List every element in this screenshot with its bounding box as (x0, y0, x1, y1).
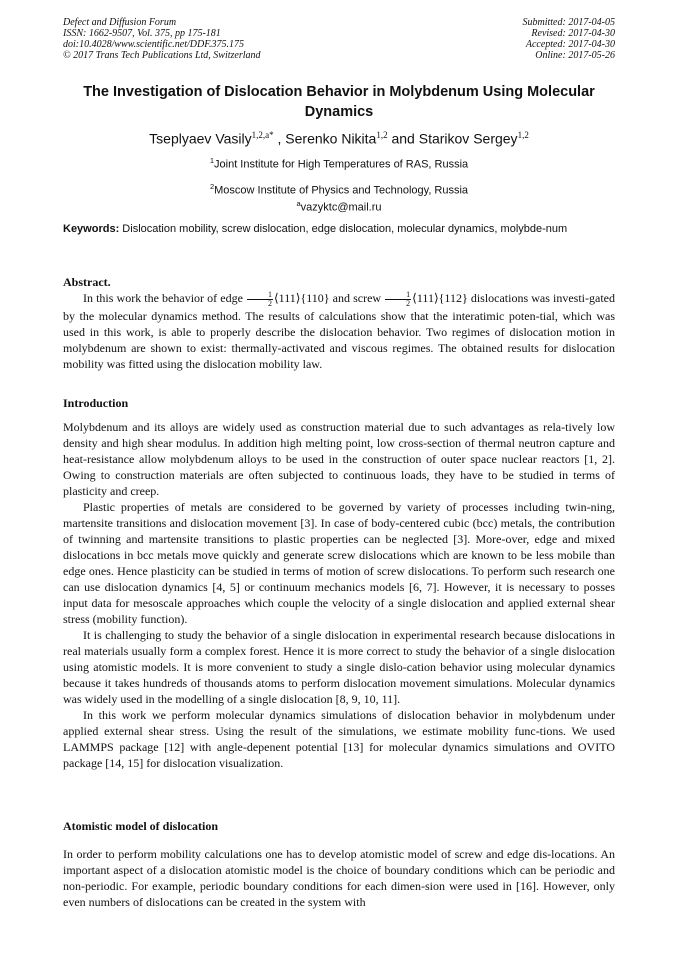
article-dates (523, 17, 616, 61)
abstract-heading: Abstract. (63, 275, 111, 289)
paragraph: In this work we perform molecular dynamics simulations of dislocation behavior in molybdenum under applied external shear stress. Using the result of the simulations, we estimate mobility func-tions. We used LAMMPS package [12] with angle-depenent potential [13] for molecular dynamics simulations and OVITO package [14, 15] for dislocation visualization. (63, 708, 615, 770)
paragraph: Plastic properties of metals are considered to be governed by variety of processes including twin-ning, martensite transitions and dislocation movement [3]. In case of body-centered cubic (bcc) metals, the contribution of twinning and martensite transitions to plastic properties can be neglected [3]. More-over, edge and mixed dislocations in bcc metals move quickly and generate screw dislocations which are known to be less mobile than edge ones. Hence plasticity can be studied in terms of motion of screw dislocations. To perform such research one can use dislocation dynamics [4, 5] or continuum mechanics models [6, 7]. However, it is necessary to posses input data for mesoscale approaches which couple the velocity of a single dislocation and applied external shear stress (mobility function). (63, 500, 615, 626)
keywords (63, 221, 615, 237)
author-email (63, 197, 615, 215)
abstract-text-part: dislocations was investi-gated by the molecular dynamics method. The results of calculations show that the interatimic poten-tial, which was used in this work, is able to properly describe the dislocation behavior. Two regimes of dislocation motion in molybdenum are shown to exist: thermally-activated and viscous regimes. The obtained results for dislocation mobility was fitted using the dislocation mobility law. (63, 291, 615, 371)
paragraph: Molybdenum and its alloys are widely used as construction material due to such advantages as rela-tively low density and high shear modulus. In addition high melting point, low cross-section of thermal neutron capture and heat-resistance allow molybdenum alloys to be used in the construction of outer space nuclear reactors [1, 2]. Owing to construction materials are often subjected to continuous loads, they have to be studied in terms of plasticity and creep. (63, 420, 615, 498)
miller-indices: ⟨111⟩{110} (274, 291, 330, 305)
affiliation-text: Joint Institute for High Temperatures of RAS, Russia (214, 158, 469, 171)
journal-issn: ISSN: 1662-9507, Vol. 375, pp 175-181 (63, 28, 221, 39)
fraction (385, 291, 411, 308)
fraction-numerator: 1 (385, 291, 411, 300)
author-name: Starikov Sergey (418, 130, 518, 147)
journal-name: Defect and Diffusion Forum (63, 17, 177, 28)
date-accepted: Accepted: 2017-04-30 (525, 39, 615, 50)
affiliation-mark: 1 (209, 156, 215, 165)
abstract-section (63, 274, 615, 372)
fraction (247, 291, 273, 308)
author-affiliation-mark: 1,2 (376, 130, 388, 140)
author-separator: and (387, 130, 419, 147)
author-separator: , (273, 130, 286, 147)
affiliation-mark: 2 (209, 182, 215, 191)
keywords-label: Keywords: (63, 223, 120, 235)
date-submitted: Submitted: 2017-04-05 (522, 17, 615, 28)
abstract-text (63, 290, 615, 372)
paragraph: In order to perform mobility calculations one has to develop atomistic model of screw and edge dis-locations. An important aspect of a dislocation atomistic model is the choice of boundary conditions which can be periodic and non-periodic. For example, periodic boundary conditions for each dimen-sion were used in [16]. However, only even numbers of dislocations can be created in the system with (63, 847, 615, 909)
journal-copyright: © 2017 Trans Tech Publications Ltd, Switzerland (63, 50, 261, 61)
affiliation (63, 180, 615, 198)
abstract-text-part: In this work the behavior of edge (83, 291, 246, 305)
affiliation-mark: a (296, 199, 301, 208)
author-affiliation-mark: 1,2,a* (251, 130, 274, 140)
author-name: Tseplyaev Vasily (149, 130, 252, 147)
date-revised: Revised: 2017-04-30 (531, 28, 615, 39)
fraction-numerator: 1 (247, 291, 273, 300)
atomistic-model-section (63, 818, 615, 910)
miller-indices: ⟨111⟩{112} (412, 291, 468, 305)
affiliation-text: Moscow Institute of Physics and Technology, Russia (214, 184, 469, 197)
paragraph: It is challenging to study the behavior of a single dislocation in experimental research because dislocations in real materials usually form a complex forest. Hence it is more correct to study the behavior of a single dislocation using atomistic models. It is more convenient to study a single dislo-cation behavior using molecular dynamics because it takes hundreds of thousands atoms to perform dislocation movement simulations. Molecular dynamics was widely used in the modelling of a single dislocation [8, 9, 10, 11]. (63, 628, 615, 706)
email-text[interactable]: vazyktc@mail.ru (300, 201, 382, 214)
keywords-text: Dislocation mobility, screw dislocation, edge dislocation, molecular dynamics, molybde-num (119, 223, 568, 235)
fraction-denominator: 2 (268, 298, 272, 308)
date-online: Online: 2017-05-26 (535, 50, 615, 61)
journal-info (63, 17, 261, 61)
affiliation (63, 154, 615, 172)
atomistic-model-heading: Atomistic model of dislocation (63, 819, 218, 833)
introduction-section (63, 395, 615, 771)
author-name: Serenko Nikita (285, 130, 377, 147)
author-affiliation-mark: 1,2 (517, 130, 529, 140)
journal-doi: doi:10.4028/www.scientific.net/DDF.375.175 (63, 39, 245, 50)
paper-title: The Investigation of Dislocation Behavior in Molybdenum Using Molecular Dynamics (83, 84, 595, 120)
abstract-text-part: and screw (329, 291, 385, 305)
introduction-heading: Introduction (63, 396, 129, 410)
fraction-denominator: 2 (406, 298, 411, 308)
author-list (63, 126, 615, 148)
